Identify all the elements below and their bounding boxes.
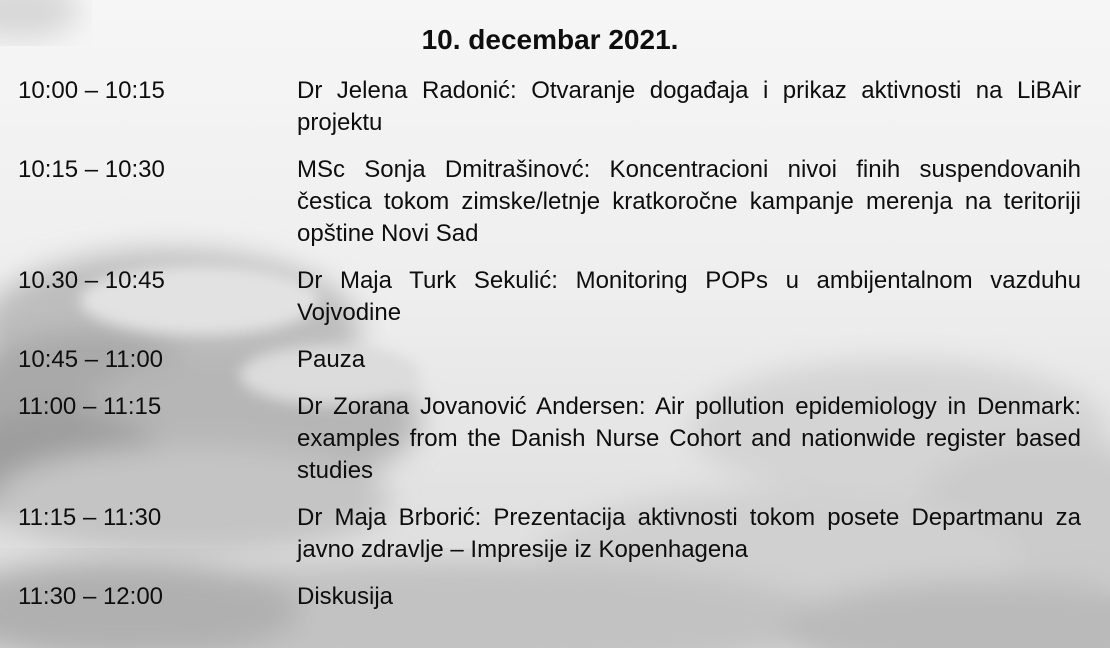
agenda-row	[0, 391, 1110, 487]
agenda-time: 10:15 – 10:30	[18, 156, 165, 183]
agenda-description: Dr Zorana Jovanović Andersen: Air pollution epidemiology in Denmark: examples from the Danish Nurse Cohort and nationwide register based studies	[297, 393, 1081, 484]
agenda-description: MSc Sonja Dmitrašinovć: Koncentracioni nivoi finih suspendovanih čestica tokom zimske/letnje kratkoročne kampanje merenja na teritoriji opštine Novi Sad	[297, 156, 1081, 247]
agenda-description: Dr Jelena Radonić: Otvaranje događaja i prikaz aktivnosti na LiBAir projektu	[297, 77, 1081, 136]
agenda-description: Diskusija	[297, 583, 394, 610]
agenda-description: Dr Maja Brborić: Prezentacija aktivnosti tokom posete Departmanu za javno zdravlje – Impresije iz Kopenhagena	[297, 504, 1081, 563]
agenda-row	[0, 265, 1110, 329]
agenda-time: 10:00 – 10:15	[18, 77, 165, 104]
agenda-row	[0, 502, 1110, 566]
agenda-time: 10:45 – 11:00	[18, 346, 164, 373]
agenda-row	[0, 75, 1110, 139]
agenda-description: Pauza	[297, 346, 366, 373]
agenda-time: 10.30 – 10:45	[18, 267, 165, 294]
agenda-list	[0, 75, 1110, 628]
agenda-time: 11:30 – 12:00	[18, 583, 164, 610]
agenda-description: Dr Maja Turk Sekulić: Monitoring POPs u ambijentalnom vazduhu Vojvodine	[297, 267, 1081, 326]
agenda-time: 11:00 – 11:15	[18, 393, 162, 420]
agenda-row	[0, 154, 1110, 250]
agenda-row	[0, 344, 1110, 376]
date-heading: 10. decembar 2021.	[421, 24, 679, 55]
agenda-row	[0, 581, 1110, 613]
agenda-time: 11:15 – 11:30	[18, 504, 162, 531]
